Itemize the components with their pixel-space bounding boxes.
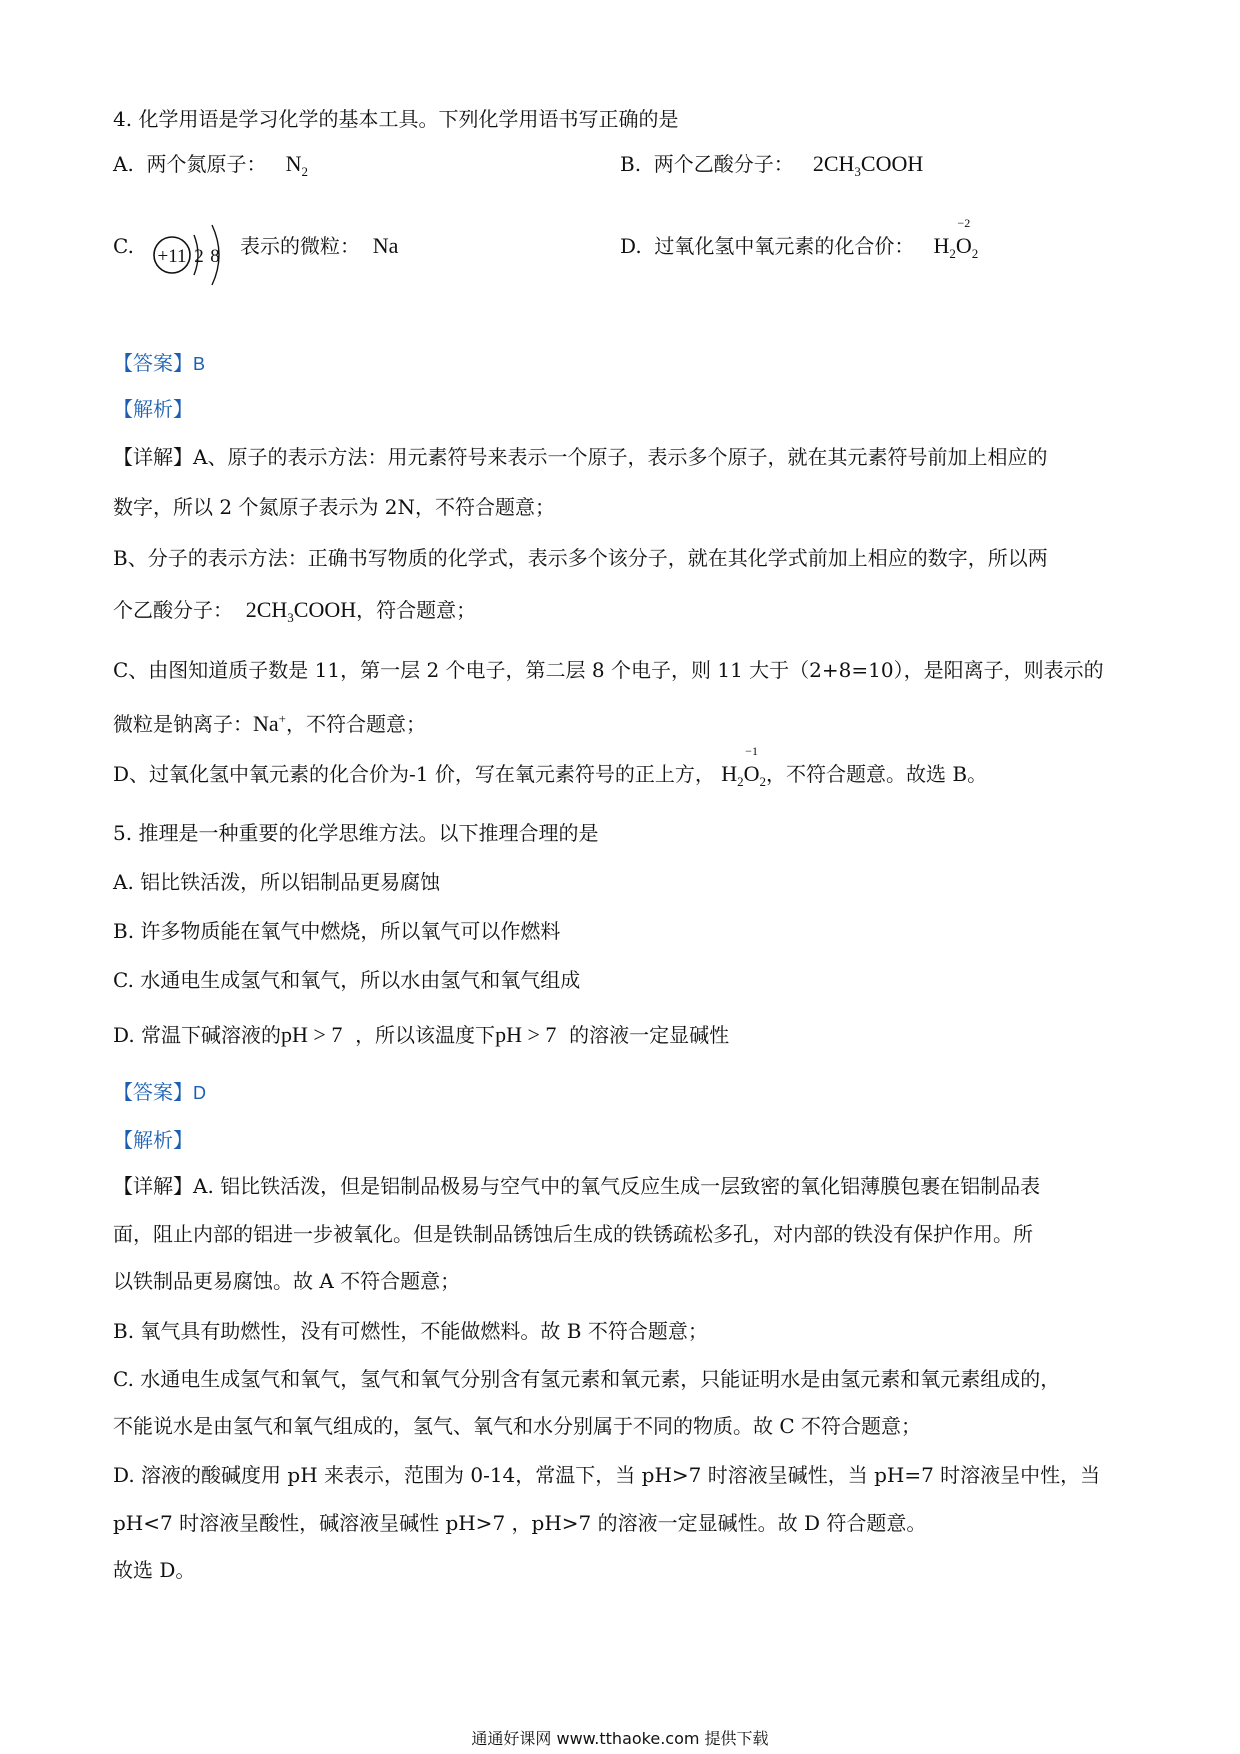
q4-stem: 4. 化学用语是学习化学的基本工具。下列化学用语书写正确的是 (113, 107, 679, 131)
nucleus-label: +11 (157, 246, 187, 267)
q5-detail-line-5: C. 水通电生成氢气和氧气，氢气和氧气分别含有氢元素和氧元素，只能证明水是由氢元素和氧元素组成的， (113, 1367, 1061, 1391)
q5-answer: 【答案】D (113, 1080, 206, 1104)
q5-option-c: C. 水通电生成氢气和氧气，所以水由氢气和氧气组成 (113, 968, 581, 992)
q4-option-b: B. 两个乙酸分子： $2CH_3COOH$ (620, 151, 924, 179)
q5-stem: 5. 推理是一种重要的化学思维方法。以下推理合理的是 (113, 821, 599, 845)
page-footer: 通通好课网 www.tthaoke.com 提供下载 (471, 1729, 769, 1748)
atom-structure-diagram (150, 210, 250, 300)
q4-option-a: A. 两个氮原子： $N_2$ (113, 151, 308, 179)
q4-option-d: D. 过氧化氢中氧元素的化合价： $H_2$ −2 $O_2$ (620, 216, 979, 261)
q4-detail-line-6: 微粒是钠离子：Na+，不符合题意； (113, 711, 426, 736)
q4-detail-line-3: B、分子的表示方法：正确书写物质的化学式，表示多个该分子，就在其化学式前加上相应的数字，所以两 (113, 546, 1048, 570)
q5-detail-line-1: 【详解】A. 铝比铁活泼，但是铝制品极易与空气中的氧气反应生成一层致密的氧化铝薄膜包裹在铝制品表 (113, 1174, 1041, 1198)
q5-detail-line-6: 不能说水是由氢气和氧气组成的，氢气、氧气和水分别属于不同的物质。故 C 不符合题意； (113, 1414, 922, 1438)
q5-option-a: A. 铝比铁活泼，所以铝制品更易腐蚀 (113, 870, 441, 894)
q5-detail-line-4: B. 氧气具有助燃性，没有可燃性，不能做燃料。故 B 不符合题意； (113, 1319, 708, 1343)
q5-option-b: B. 许多物质能在氧气中燃烧，所以氧气可以作燃料 (113, 919, 561, 943)
shell1-label: 2 (194, 246, 204, 267)
q4-answer: 【答案】B (113, 351, 206, 375)
q5-detail-line-3: 以铁制品更易腐蚀。故 A 不符合题意； (113, 1269, 461, 1293)
q5-analysis-label: 【解析】 (113, 1128, 193, 1152)
q4-detail-line-2: 数字，所以 2 个氮原子表示为 2N，不符合题意； (113, 495, 556, 519)
q4-detail-line-4: 个乙酸分子： $2CH_3COOH$，符合题意； (113, 597, 477, 625)
q4-detail-line-1: 【详解】A、原子的表示方法：用元素符号来表示一个原子，表示多个原子，就在其元素符号前加上相应的 (113, 445, 1048, 469)
q4-detail-line-7: D、过氧化氢中氧元素的化合价为-1 价，写在氧元素符号的正上方， $H_2$ −1 $O_2$，不符合题意。故选 B。 (113, 744, 988, 789)
q5-detail-line-9: 故选 D。 (113, 1558, 196, 1582)
q4-option-c-letter: C. (113, 234, 134, 258)
q5-detail-line-7: D. 溶液的酸碱度用 pH 来表示，范围为 0-14，常温下，当 pH>7 时溶液呈碱性，当 pH=7 时溶液呈中性，当 (113, 1463, 1101, 1487)
q4-detail-line-5: C、由图知道质子数是 11，第一层 2 个电子，第二层 8 个电子，则 11 大于（2+8=10），是阳离子，则表示的 (113, 658, 1104, 682)
q5-option-d: D. 常温下碱溶液的pH > 7 ，所以该温度下pH > 7 的溶液一定显碱性 (113, 1022, 730, 1047)
q4-option-c-text: 表示的微粒： Na (240, 233, 399, 258)
q5-detail-line-2: 面，阻止内部的铝进一步被氧化。但是铁制品锈蚀后生成的铁锈疏松多孔，对内部的铁没有保护作用。所 (113, 1222, 1033, 1246)
q4-analysis-label: 【解析】 (113, 397, 193, 421)
q5-detail-line-8: pH<7 时溶液呈酸性，碱溶液呈碱性 pH>7 ，pH>7 的溶液一定显碱性。故 D 符合题意。 (113, 1511, 927, 1535)
shell2-label: 8 (210, 246, 220, 267)
